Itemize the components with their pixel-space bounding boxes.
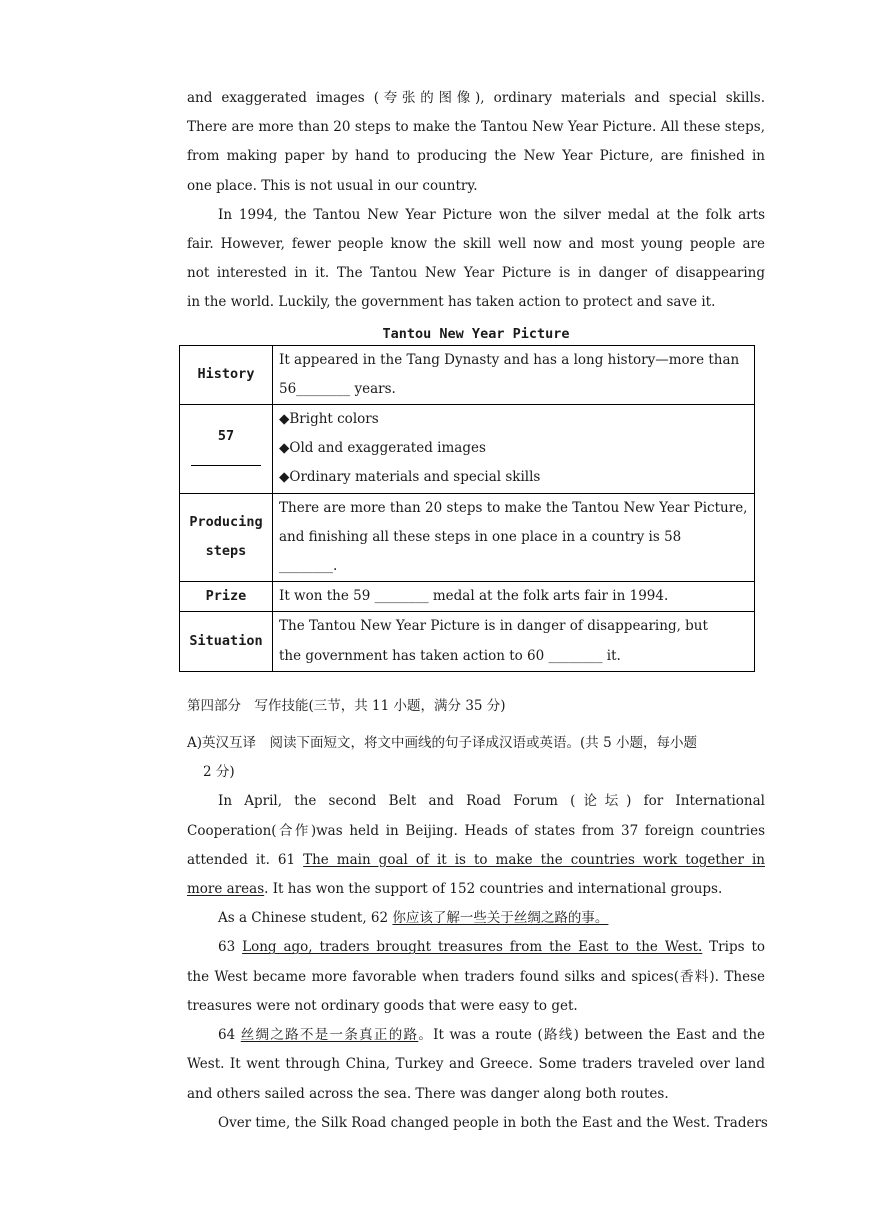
text-line: Over time, the Silk Road changed people in both the East and the West. Traders bbox=[218, 1114, 768, 1131]
text-line bbox=[187, 933, 765, 962]
cell-line: and finishing all these steps in one place in a country is 58 bbox=[279, 528, 682, 545]
cell-line: 56________ years. bbox=[279, 380, 396, 397]
cell-line: ◆Bright colors bbox=[279, 411, 379, 428]
text-span: . It has won the support of 152 countries and international groups. bbox=[264, 881, 723, 898]
text-line: from making paper by hand to producing the New Year Picture, are finished in bbox=[187, 148, 765, 165]
table-title: Tantou New Year Picture bbox=[382, 325, 570, 342]
part-a-instruction: A)英汉互译 阅读下面短文，将文中画线的句子译成汉语或英语。(共 5 小题，每小题 bbox=[187, 735, 697, 752]
table-row bbox=[180, 405, 755, 494]
info-table bbox=[179, 345, 755, 672]
text-line: In April, the second Belt and Road Forum (论坛) for International bbox=[218, 793, 765, 810]
text-line: in the world. Luckily, the government has taken action to protect and save it. bbox=[187, 294, 716, 311]
cell-line: The Tantou New Year Picture is in danger of disappearing, but bbox=[279, 618, 708, 635]
section-heading: 第四部分 写作技能(三节，共 11 小题，满分 35 分) bbox=[187, 697, 506, 714]
text-span: As a Chinese student, 62 bbox=[218, 910, 393, 927]
underlined-sentence-64: 丝绸之路不是一条真正的路 bbox=[240, 1027, 419, 1044]
text-span: attended it. 61 bbox=[187, 851, 304, 868]
text-line: one place. This is not usual in our country. bbox=[187, 177, 478, 194]
table-row bbox=[180, 345, 755, 404]
passage-paragraph-2 bbox=[187, 201, 765, 318]
row-header: Situation bbox=[180, 612, 273, 671]
row-content bbox=[273, 582, 755, 612]
header-line: steps bbox=[205, 543, 247, 560]
text-line: West. It went through China, Turkey and Greece. Some traders traveled over land bbox=[187, 1056, 765, 1073]
text-line: Cooperation(合作)was held in Beijing. Heads of states from 37 foreign countries bbox=[187, 822, 765, 839]
text-line: and others sailed across the sea. There was danger along both routes. bbox=[187, 1085, 669, 1102]
text-line: There are more than 20 steps to make the Tantou New Year Picture. All these steps, bbox=[187, 119, 765, 136]
row-content bbox=[273, 493, 755, 582]
row-content bbox=[273, 345, 755, 404]
text-line: and exaggerated images (夸张的图像), ordinary materials and special skills. bbox=[187, 90, 765, 106]
text-line: treasures were not ordinary goods that were easy to get. bbox=[187, 997, 578, 1014]
text-line bbox=[187, 904, 765, 933]
cell-line: It won the 59 ________ medal at the folk arts fair in 1994. bbox=[279, 588, 669, 605]
answer-blank bbox=[191, 451, 261, 466]
text-span: Trips to bbox=[702, 939, 765, 956]
cell-line: the government has taken action to 60 ________ it. bbox=[279, 647, 621, 664]
row-header bbox=[180, 493, 273, 582]
part-a-instruction-cont: 2 分) bbox=[203, 764, 235, 781]
text-span: 。It was a route (路线) between the East and the bbox=[418, 1027, 765, 1044]
document-page bbox=[187, 84, 768, 1138]
section-4 bbox=[187, 692, 768, 1138]
cell-line: ◆Old and exaggerated images bbox=[279, 440, 486, 457]
row-content bbox=[273, 405, 755, 494]
underlined-sentence-63: Long ago, traders brought treasures from the East to the West. bbox=[242, 939, 703, 956]
underlined-sentence-61-cont: more areas bbox=[187, 881, 265, 898]
passage-paragraph-1 bbox=[187, 84, 765, 201]
text-line: not interested in it. The Tantou New Year Picture is in danger of disappearing bbox=[187, 265, 765, 282]
underlined-sentence-61: The main goal of it is to make the countries work together in bbox=[303, 851, 765, 868]
cell-line: It appeared in the Tang Dynasty and has a long history—more than bbox=[279, 351, 740, 368]
text-line bbox=[187, 846, 765, 875]
table-row bbox=[180, 493, 755, 582]
cell-line: ◆Ordinary materials and special skills bbox=[279, 469, 541, 486]
row-header bbox=[180, 405, 273, 494]
text-line bbox=[187, 875, 765, 904]
table-row bbox=[180, 582, 755, 612]
cell-line: ________. bbox=[279, 558, 338, 575]
text-span: 63 bbox=[218, 939, 243, 956]
table-row bbox=[180, 612, 755, 671]
row-content bbox=[273, 612, 755, 671]
text-line: In 1994, the Tantou New Year Picture won the silver medal at the folk arts bbox=[218, 206, 765, 223]
underlined-sentence-62: 你应该了解一些关于丝绸之路的事。 bbox=[392, 910, 609, 927]
row-header: Prize bbox=[180, 582, 273, 612]
row-header: History bbox=[180, 345, 273, 404]
text-span: 64 bbox=[218, 1027, 241, 1044]
blank-number: 57 bbox=[217, 427, 235, 444]
cell-line: There are more than 20 steps to make the Tantou New Year Picture, bbox=[279, 499, 748, 516]
text-line: fair. However, fewer people know the skill well now and most young people are bbox=[187, 236, 765, 253]
header-line: Producing bbox=[189, 514, 263, 531]
text-line bbox=[187, 1021, 765, 1050]
text-line: the West became more favorable when traders found silks and spices(香料). These bbox=[187, 968, 765, 985]
